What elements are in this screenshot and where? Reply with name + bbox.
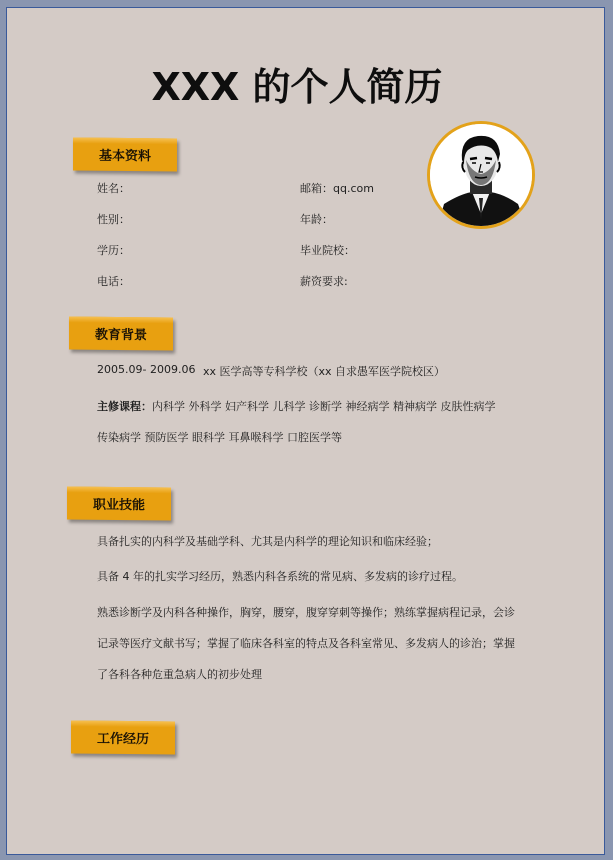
section-education xyxy=(69,316,173,350)
portrait-icon xyxy=(430,124,532,226)
section-skills-label: 职业技能 xyxy=(93,497,146,514)
skills-line4: 记录等医疗文献书写；掌握了临床各科室的特点及各科室常见、多发病人的诊治；掌握 xyxy=(97,637,515,650)
gender-field: 性别： xyxy=(97,213,130,226)
section-basic-info xyxy=(73,137,177,171)
section-work xyxy=(71,720,175,754)
profile-photo xyxy=(427,121,535,229)
resume-page xyxy=(6,7,605,855)
courses-line2: 传染病学 预防医学 眼科学 耳鼻喉科学 口腔医学等 xyxy=(97,431,342,444)
salary-field: 薪资要求: xyxy=(300,275,348,288)
degree-field: 学历： xyxy=(97,244,130,257)
page-title: XXX 的个人简历 xyxy=(151,65,443,109)
school-field: 毕业院校： xyxy=(300,244,355,257)
section-education-label: 教育背景 xyxy=(95,327,148,344)
education-courses xyxy=(97,398,495,414)
courses-label: 主修课程： xyxy=(97,400,152,413)
age-field: 年龄： xyxy=(300,213,333,226)
phone-field: 电话： xyxy=(97,275,130,288)
name-field: 姓名： xyxy=(97,182,130,195)
skills-line1: 具备扎实的内科学及基础学科、尤其是内科学的理论知识和临床经验； xyxy=(97,535,438,548)
section-skills xyxy=(67,486,171,520)
education-period: 2005.09- 2009.06 xyxy=(97,363,196,376)
skills-line2: 具备 4 年的扎实学习经历，熟悉内科各系统的常见病、多发病的诊疗过程。 xyxy=(97,570,463,583)
section-basic-label: 基本资料 xyxy=(99,148,152,165)
courses-line1: 内科学 外科学 妇产科学 儿科学 诊断学 神经病学 精神病学 皮肤性病学 xyxy=(152,400,496,413)
education-school: xx 医学高等专科学校（xx 自求愚军医学院校区） xyxy=(203,365,446,378)
section-work-label: 工作经历 xyxy=(97,731,150,748)
skills-line5: 了各科各种危重急病人的初步处理 xyxy=(97,668,262,681)
skills-line3: 熟悉诊断学及内科各种操作，胸穿，腰穿，腹穿穿刺等操作；熟练掌握病程记录，会诊 xyxy=(97,606,515,619)
email-field: 邮箱：qq.com xyxy=(300,182,374,195)
